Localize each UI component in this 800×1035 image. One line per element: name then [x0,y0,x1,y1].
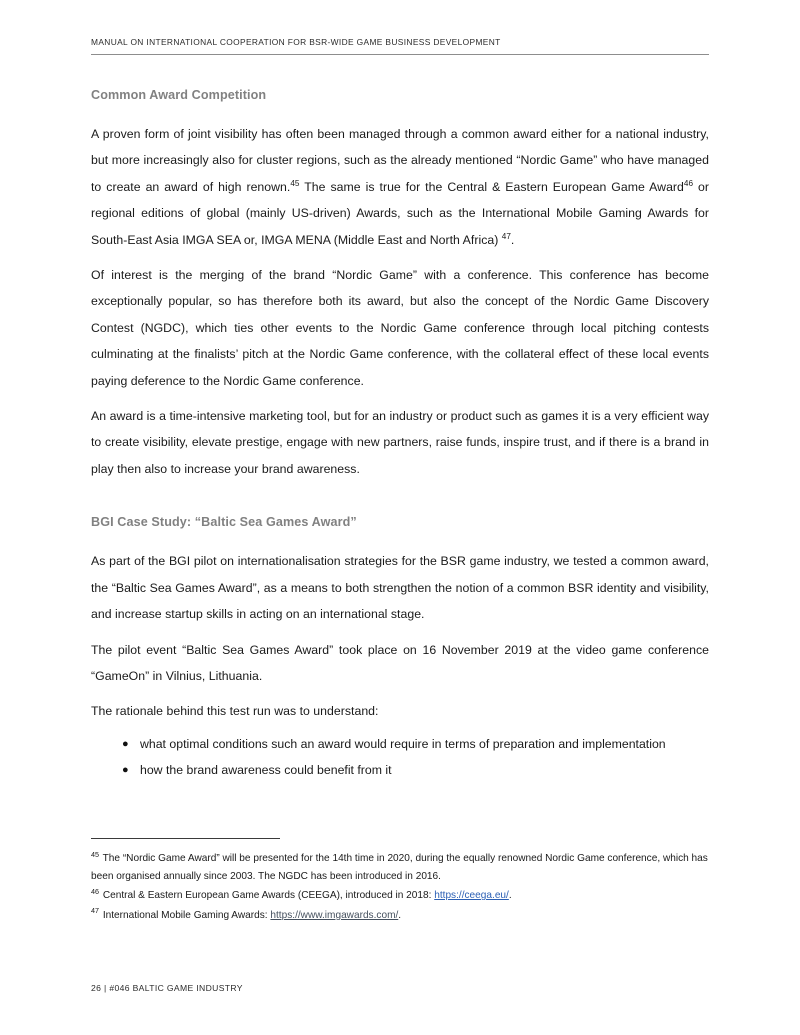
running-header [91,36,709,55]
bullet-icon: ● [122,764,129,777]
footnote-46: $^{46}$ Central & Eastern European Game Awards (CEEGA), introduced in 2018: https://ceega.eu/. [91,886,512,902]
footnote-number: 45 [91,849,99,859]
footnote-link[interactable]: https://www.imgawards.com/ [270,909,399,921]
paragraph: As part of the BGI pilot on internationalisation strategies for the BSR game industry, we tested a common award, the “Baltic Sea Games Award”, as a means to both strengthen the notion of a common BSR identity and visibility, and increase startup skills in acting on an international stage. [91,554,709,622]
footnotes-area [91,838,709,926]
rationale-bullet-list [91,731,709,784]
section-heading-bgi-case-study: BGI Case Study: “Baltic Sea Games Award” [91,515,357,530]
footnote-reference-46[interactable]: 46 [683,178,694,188]
paragraph: An award is a time-intensive marketing tool, but for an industry or product such as games it is a very efficient way to create visibility, elevate prestige, engage with new partners, raise funds, inspire trust, and if there is a brand in play then also to increase your brand awareness. [91,409,709,476]
page-footer [91,982,709,994]
list-item [91,757,709,783]
paragraph: Of interest is the merging of the brand “Nordic Game” with a conference. This conference has become exceptionally popular, so has therefore both its award, but also the concept of the Nordic Game Discovery Contest (NGDC), which ties other events to the Nordic Game conference through local pitching contests culminating at the finalists’ pitch at the Nordic Game conference, with the collateral effect of these local events paying deference to the Nordic Game conference. [91,268,709,388]
list-item [91,731,709,757]
footnote-link[interactable]: https://ceega.eu/ [434,890,509,902]
paragraph: The pilot event “Baltic Sea Games Award” took place on 16 November 2019 at the video game conference “GameOn” in Vilnius, Lithuania. [91,642,709,683]
header-divider [91,54,709,55]
paragraph: A proven form of joint visibility has often been managed through a common award either for a national industry, but more increasingly also for cluster regions, such as the already mentioned “Nordic Game” who have managed to create an award of high renown.$^{45}$ The same is true for the Central & Eastern European Game Award$^{46}$ or regional editions of global (mainly US-driven) Awards, such as the International Mobile Gaming Awards for South-East Asia IMGA SEA or, IMGA MENA (Middle East and North Africa) $^{47}$. [91,127,709,247]
footnote-number: 47 [91,906,99,916]
footnote-separator [91,838,280,839]
footnote-reference-45[interactable]: 45 [290,178,300,188]
list-item-label: what optimal conditions such an award would require in terms of preparation and implementation [140,736,666,751]
footnote-reference-47[interactable]: 47 [501,231,511,241]
running-header-title: MANUAL ON INTERNATIONAL COOPERATION FOR BSR-WIDE GAME BUSINESS DEVELOPMENT [91,37,501,47]
paragraph: The rationale behind this test run was to understand: [91,704,379,719]
document-body [91,86,709,784]
bullet-icon: ● [122,737,129,750]
page-footer-text: 26 | #046 BALTIC GAME INDUSTRY [91,983,243,993]
section-heading-common-award-competition: Common Award Competition [91,88,267,102]
list-item-label: how the brand awareness could benefit from it [140,763,392,778]
footnote-number: 46 [91,886,99,896]
footnote-47: $^{47}$ International Mobile Gaming Awards: https://www.imgawards.com/. [91,906,402,921]
footnote-45: $^{45}$ The “Nordic Game Award” will be presented for the 14th time in 2020, during the equally renowned Nordic Game conference, which has been organised annually since 2003. The NGDC has been introduced in 2016. [91,849,708,882]
